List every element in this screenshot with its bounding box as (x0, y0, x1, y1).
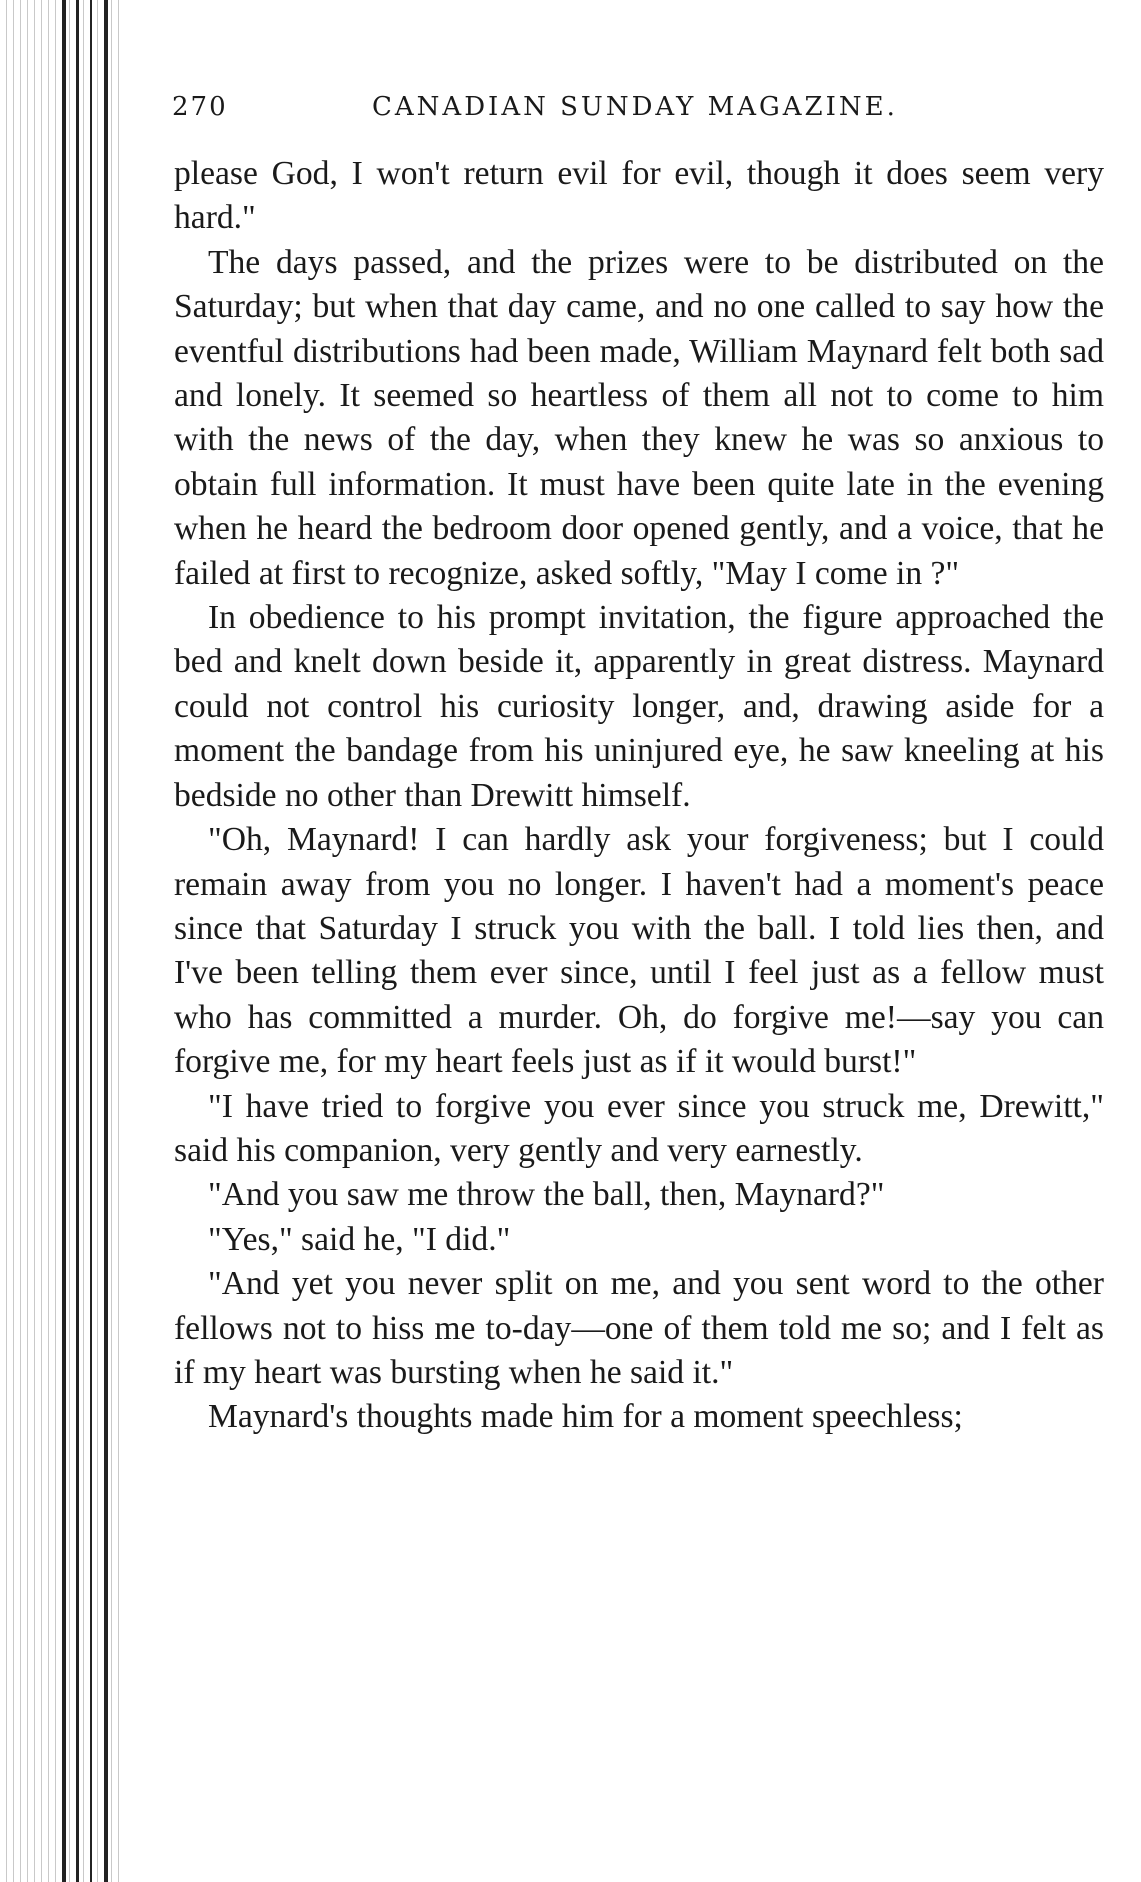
binding-line (104, 0, 108, 1882)
paragraph: "And yet you never split on me, and you sent word to the other fellows not to hiss me to-day—one of them told me so; and I felt as if my heart was bursting when he said it." (174, 1265, 1104, 1391)
page-gutter (0, 0, 120, 1882)
binding-line (76, 0, 79, 1882)
page-number: 270 (172, 92, 228, 122)
paragraph: In obedience to his prompt invitation, the figure approached the bed and knelt down beside it, apparently in great distress. Maynard could not control his curiosity longer, and, drawing aside for a moment the bandage from his uninjured eye, he saw kneeling at his bedside no other than Drewitt himself. (174, 599, 1104, 814)
paragraph: "And you saw me throw the ball, then, Maynard?" (208, 1176, 885, 1214)
paragraph: please God, I won't return evil for evil, though it does seem very hard." (174, 155, 1104, 237)
paragraph: "I have tried to forgive you ever since you struck me, Drewitt," said his companion, very gently and very earnestly. (174, 1087, 1104, 1169)
paragraph: "Yes," said he, "I did." (208, 1220, 511, 1258)
paragraph: "Oh, Maynard! I can hardly ask your forgiveness; but I could remain away from you no longer. I haven't had a moment's peace since that Saturday I struck you with the ball. I told lies then, and I've been telling them ever since, until I feel just as a fellow must who has committed a murder. Oh, do forgive me!—say you can forgive me, for my heart feels just as if it would burst!" (174, 821, 1104, 1081)
binding-line (90, 0, 92, 1882)
binding-line (62, 0, 66, 1882)
running-title: CANADIAN SUNDAY MAGAZINE. (372, 92, 898, 122)
article-body (174, 152, 1104, 1440)
page-header (172, 92, 1102, 132)
paragraph: The days passed, and the prizes were to be distributed on the Saturday; but when that day came, and no one called to say how the eventful distributions had been made, William Maynard felt both sad and lonely. It seemed so heartless of them all not to come to him with the news of the day, when they knew he was so anxious to obtain full information. It must have been quite late in the evening when he heard the bedroom door opened gently, and a voice, that he failed at first to recognize, asked softly, "May I come in ?" (174, 243, 1104, 592)
paragraph: Maynard's thoughts made him for a moment speechless; (208, 1398, 963, 1436)
